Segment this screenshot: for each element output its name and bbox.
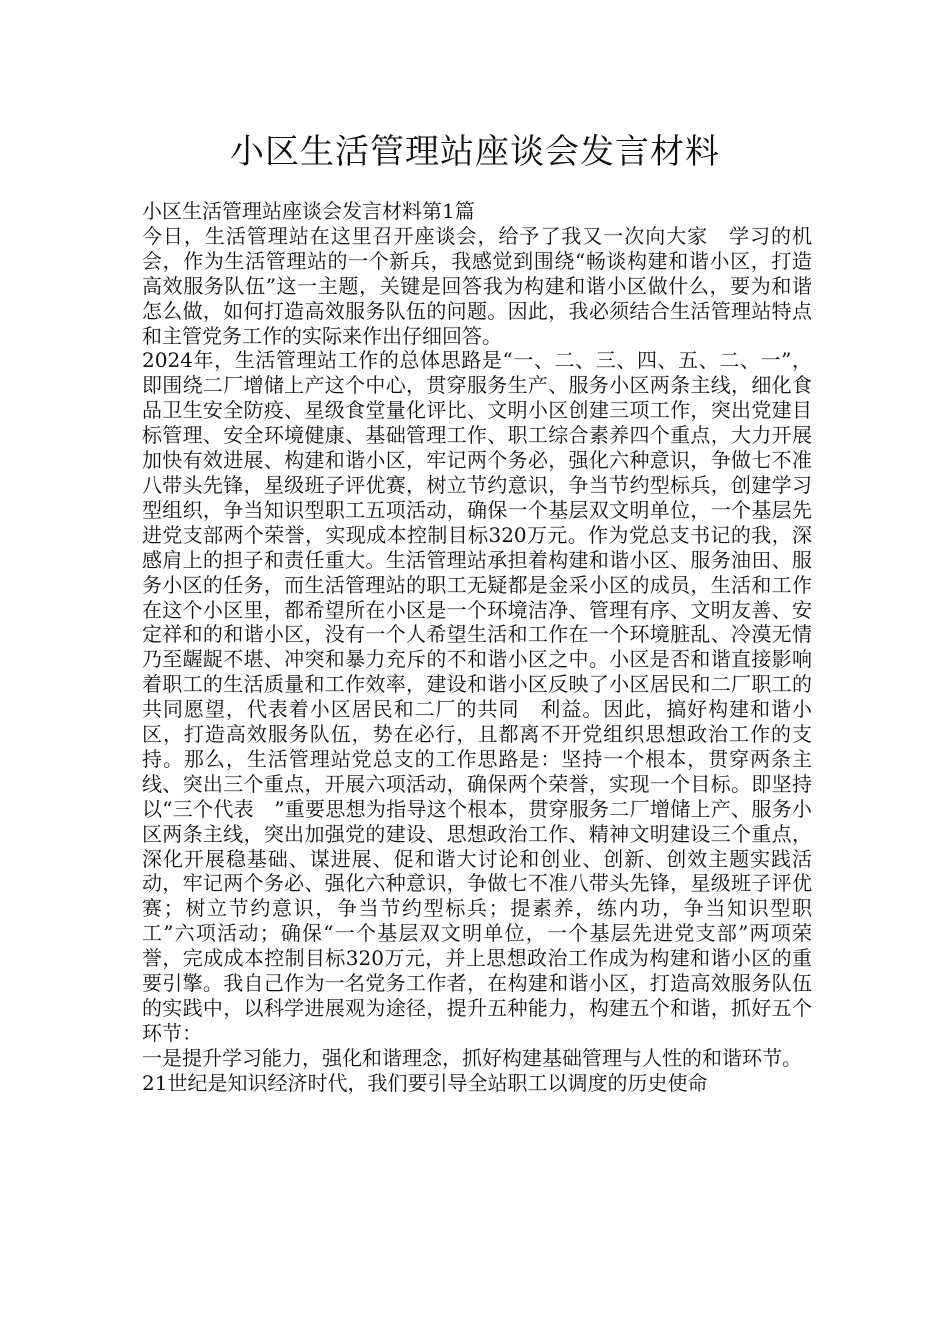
- document-title: 小区生活管理站座谈会发言材料: [230, 132, 720, 172]
- paragraph: 21世纪是知识经济时代，我们要引导全站职工以调度的历史使命: [142, 1070, 708, 1095]
- section-heading: 小区生活管理站座谈会发言材料第1篇: [142, 199, 475, 223]
- document-body: [142, 199, 812, 1096]
- paragraph: 2024年，生活管理站工作的总体思路是“一、二、三、四、五、二、一”，即围绕二厂增储上产这个中心，贯穿服务生产、服务小区两条主线，细化食品卫生安全防疫、星级食堂量化评比、文明小区创建三项工作，突出党建目标管理、安全环境健康、基础管理工作、职工综合素养四个重点，大力开展加快有效进展、构建和谐小区，牢记两个务必，强化六种意识，争做七不准八带头先锋，星级班子评优赛，树立节约意识，争当节约型标兵，创建学习型组织，争当知识型职工五项活动，确保一个基层双文明单位，一个基层先进党支部两个荣誉，实现成本控制目标320万元。作为党总支书记的我，深感肩上的担子和责任重大。生活管理站承担着构建和谐小区、服务油田、服务小区的任务，而生活管理站的职工无疑都是金采小区的成员，生活和工作在这个小区里，都希望所在小区是一个环境洁净、管理有序、文明友善、安定祥和的和谐小区，没有一个人希望生活和工作在一个环境脏乱、冷漠无情乃至龌龊不堪、冲突和暴力充斥的不和谐小区之中。小区是否和谐直接影响着职工的生活质量和工作效率，建设和谐小区反映了小区居民和二厂职工的共同愿望，代表着小区居民和二厂的共同 利益。因此，搞好构建和谐小区，打造高效服务队伍，势在必行，且都离不开党组织思想政治工作的支持。那么，生活管理站党总支的工作思路是：坚持一个根本，贯穿两条主线、突出三个重点，开展六项活动，确保两个荣誉，实现一个目标。即坚持以“三个代表 ”重要思想为指导这个根本，贯穿服务二厂增储上产、服务小区两条主线，突出加强党的建设、思想政治工作、精神文明建设三个重点，深化开展稳基础、谋进展、促和谐大讨论和创业、创新、创效主题实践活动，牢记两个务必、强化六种意识，争做七不准八带头先锋，星级班子评优赛；树立节约意识，争当节约型标兵；提素养，练内功，争当知识型职工”六项活动；确保“一个基层双文明单位，一个基层先进党支部”两项荣誉，完成成本控制目标320万元，并上思想政治工作成为构建和谐小区的重要引擎。我自己作为一名党务工作者，在构建和谐小区，打造高效服务队伍的实践中，以科学进展观为途径，提升五种能力，构建五个和谐，抓好五个环节：: [142, 348, 812, 1045]
- paragraph: 今日，生活管理站在这里召开座谈会，给予了我又一次向大家 学习的机会，作为生活管理站的一个新兵，我感觉到围绕“畅谈构建和谐小区，打造高效服务队伍”这一主题，关键是回答我为构建和谐小区做什么，要为和谐怎么做，如何打造高效服务队伍的问题。因此，我必须结合生活管理站特点和主管党务工作的实际来作出仔细回答。: [142, 223, 812, 348]
- paragraph: 一是提升学习能力，强化和谐理念，抓好构建基础管理与人性的和谐环节。: [142, 1045, 802, 1070]
